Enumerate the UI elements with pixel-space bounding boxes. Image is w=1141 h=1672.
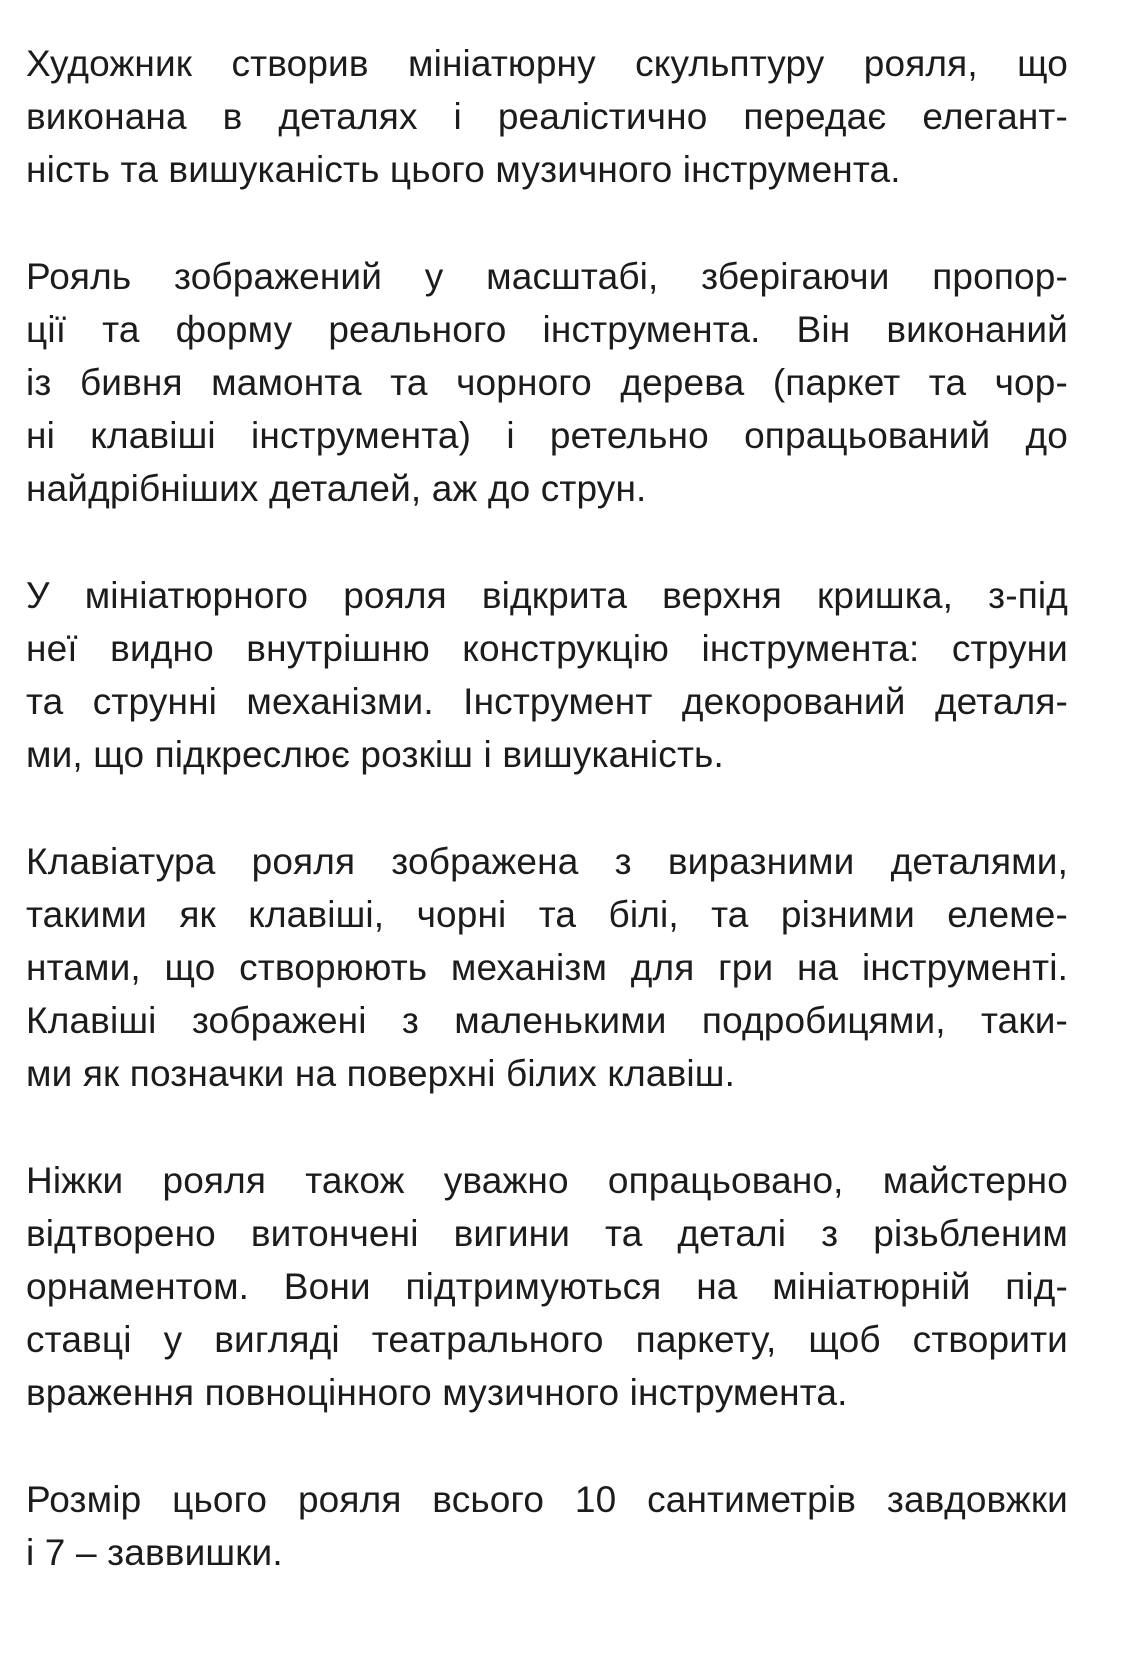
paragraph-4 — [26, 835, 1068, 1100]
text-line: Клавіатура рояля зображена з виразними деталями, — [26, 841, 1068, 882]
text-line: ми як позначки на поверхні білих клавіш. — [26, 1053, 736, 1094]
text-line: відтворено витончені вигини та деталі з різьбленим — [26, 1213, 1068, 1254]
text-line: неї видно внутрішню конструкцію інструмента: струни — [26, 628, 1068, 669]
text-line: ції та форму реального інструмента. Він виконаний — [26, 309, 1068, 350]
text-line: Клавіші зображені з маленькими подробицями, таки- — [26, 1000, 1068, 1041]
text-line: Розмір цього рояля всього 10 сантиметрів завдовжки — [26, 1479, 1068, 1520]
text-line: ні клавіші інструмента) і ретельно опрацьований до — [26, 415, 1068, 456]
text-line: Рояль зображений у масштабі, зберігаючи пропор- — [26, 256, 1068, 297]
text-line: найдрібніших деталей, аж до струн. — [26, 468, 647, 509]
text-line: ність та вишуканість цього музичного інструмента. — [26, 149, 901, 190]
text-line: У мініатюрного рояля відкрита верхня кришка, з-під — [26, 575, 1068, 616]
text-line: ми, що підкреслює розкіш і вишуканість. — [26, 734, 724, 775]
paragraph-2 — [26, 250, 1068, 515]
text-line: враження повноцінного музичного інструмента. — [26, 1372, 848, 1413]
paragraph-3 — [26, 569, 1068, 781]
text-line: орнаментом. Вони підтримуються на мініатюрній під- — [26, 1266, 1068, 1307]
text-line: такими як клавіші, чорні та білі, та різними елеме- — [26, 894, 1068, 935]
text-line: нтами, що створюють механізм для гри на інструменті. — [26, 947, 1068, 988]
text-line: Художник створив мініатюрну скульптуру рояля, що — [26, 43, 1068, 84]
article-body — [26, 37, 1068, 1633]
text-line: виконана в деталях і реалістично передає елегант- — [26, 96, 1068, 137]
text-line: і 7 – заввишки. — [26, 1532, 283, 1573]
paragraph-5 — [26, 1154, 1068, 1419]
text-line: та струнні механізми. Інструмент декорований деталя- — [26, 681, 1068, 722]
text-line: із бивня мамонта та чорного дерева (паркет та чор- — [26, 362, 1068, 403]
paragraph-1 — [26, 37, 1068, 196]
paragraph-6 — [26, 1473, 1068, 1579]
text-line: ставці у вигляді театрального паркету, щоб створити — [26, 1319, 1068, 1360]
text-line: Ніжки рояля також уважно опрацьовано, майстерно — [26, 1160, 1068, 1201]
